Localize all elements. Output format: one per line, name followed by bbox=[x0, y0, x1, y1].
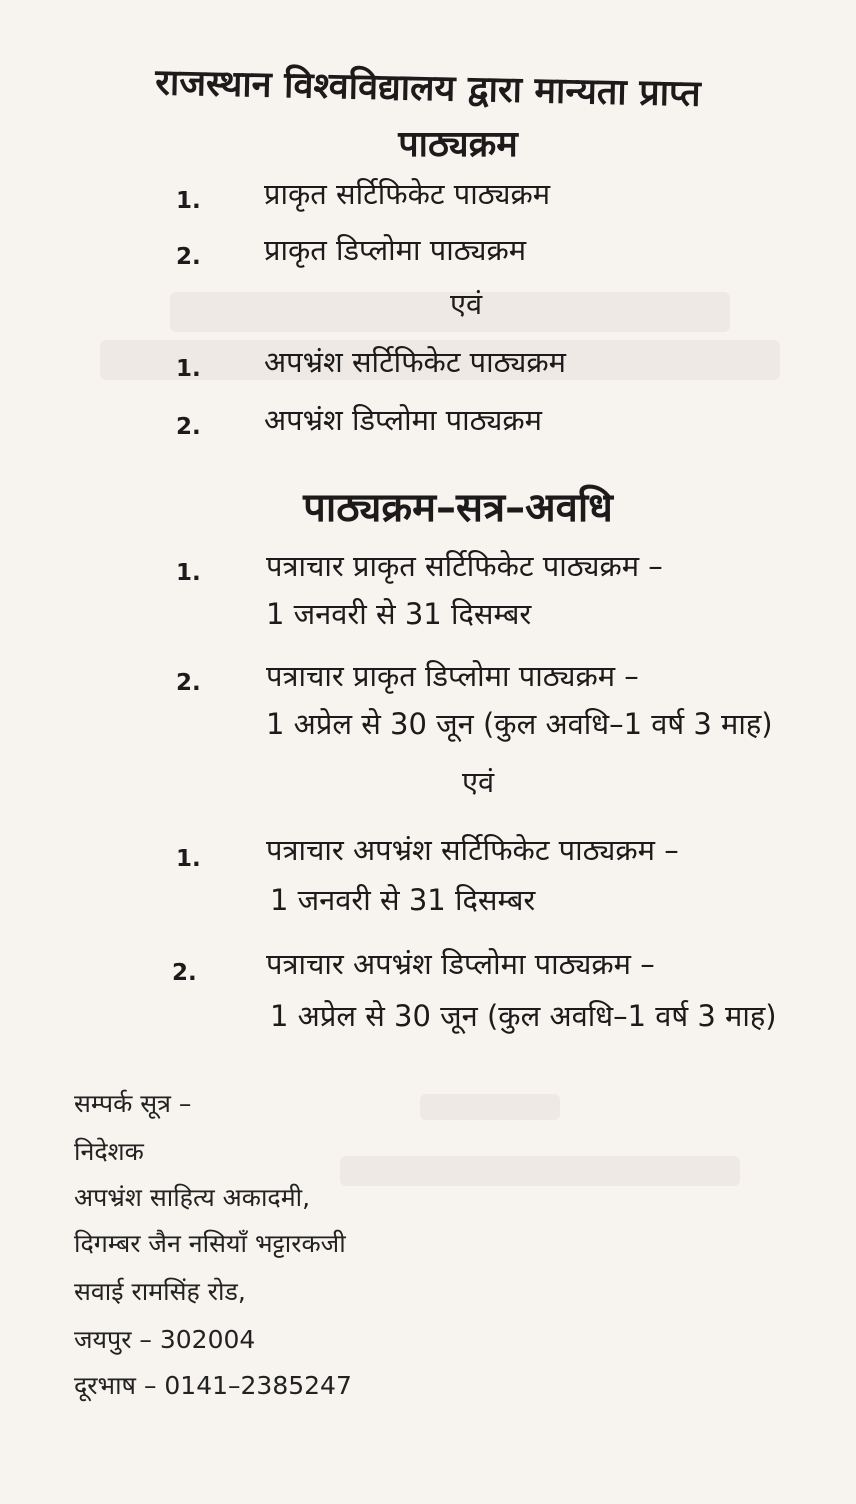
conjunction: एवं bbox=[450, 287, 483, 321]
contact-line: निदेशक bbox=[74, 1137, 144, 1166]
session-course: पत्राचार अपभ्रंश डिप्लोमा पाठ्यक्रम – bbox=[266, 947, 655, 981]
bleed-through-mark bbox=[420, 1094, 560, 1120]
course-item: अपभ्रंश डिप्लोमा पाठ्यक्रम bbox=[264, 403, 543, 437]
list-number: 1. bbox=[176, 560, 201, 586]
list-number: 1. bbox=[176, 846, 201, 872]
contact-line: सवाई रामसिंह रोड, bbox=[74, 1277, 246, 1306]
course-item: प्राकृत सर्टिफिकेट पाठ्यक्रम bbox=[264, 177, 551, 211]
session-period: 1 अप्रेल से 30 जून (कुल अवधि–1 वर्ष 3 माह) bbox=[266, 707, 773, 741]
session-period: 1 अप्रेल से 30 जून (कुल अवधि–1 वर्ष 3 माह) bbox=[270, 999, 777, 1033]
recognition-heading: राजस्थान विश्वविद्यालय द्वारा मान्यता प्राप्त bbox=[154, 62, 702, 115]
conjunction: एवं bbox=[462, 765, 495, 799]
session-course: पत्राचार अपभ्रंश सर्टिफिकेट पाठ्यक्रम – bbox=[266, 833, 679, 867]
contact-phone: दूरभाष – 0141–2385247 bbox=[74, 1371, 352, 1400]
contact-label: सम्पर्क सूत्र – bbox=[74, 1089, 192, 1118]
session-course: पत्राचार प्राकृत सर्टिफिकेट पाठ्यक्रम – bbox=[266, 549, 663, 583]
list-number: 1. bbox=[176, 188, 201, 214]
contact-line: दिगम्बर जैन नसियाँ भट्टारकजी bbox=[74, 1229, 346, 1258]
bleed-through-mark bbox=[340, 1156, 740, 1186]
course-item: प्राकृत डिप्लोमा पाठ्यक्रम bbox=[264, 233, 527, 267]
course-item: अपभ्रंश सर्टिफिकेट पाठ्यक्रम bbox=[264, 345, 566, 379]
contact-line: जयपुर – 302004 bbox=[74, 1325, 256, 1354]
list-number: 1. bbox=[176, 356, 201, 382]
list-number: 2. bbox=[172, 960, 197, 986]
list-number: 2. bbox=[176, 414, 201, 440]
session-course: पत्राचार प्राकृत डिप्लोमा पाठ्यक्रम – bbox=[266, 659, 639, 693]
session-period: 1 जनवरी से 31 दिसम्बर bbox=[270, 883, 536, 917]
session-heading: पाठ्यक्रम–सत्र–अवधि bbox=[303, 485, 613, 531]
courses-heading: पाठ्यक्रम bbox=[398, 124, 518, 165]
session-period: 1 जनवरी से 31 दिसम्बर bbox=[266, 597, 532, 631]
list-number: 2. bbox=[176, 244, 201, 270]
list-number: 2. bbox=[176, 670, 201, 696]
contact-line: अपभ्रंश साहित्य अकादमी, bbox=[74, 1183, 311, 1212]
